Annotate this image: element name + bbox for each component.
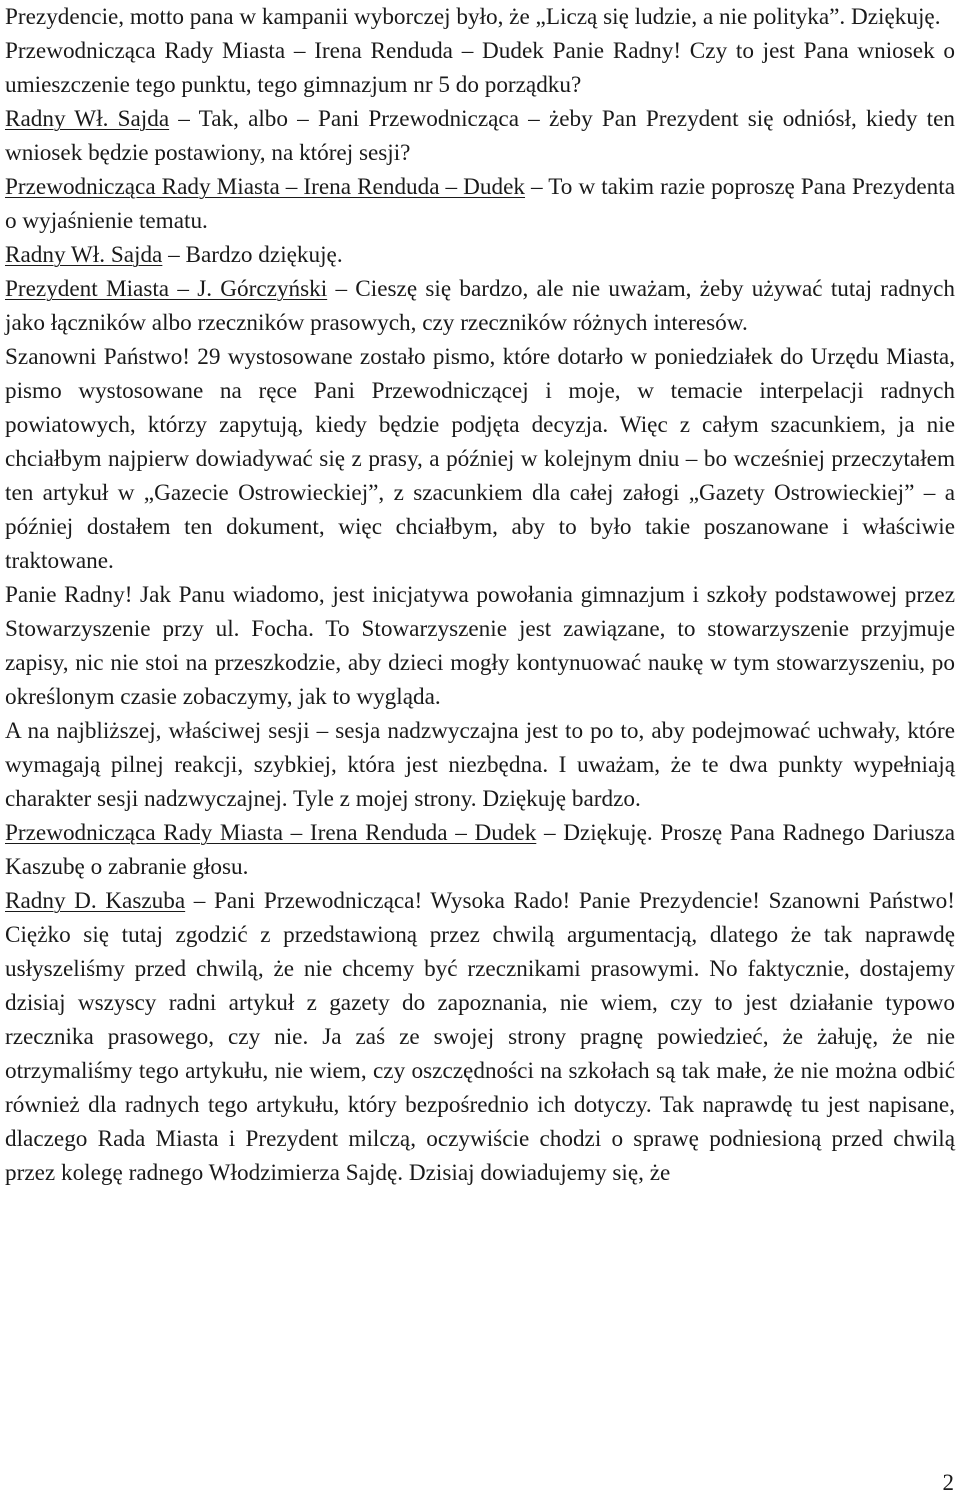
paragraph-text: Prezydencie, motto pana w kampanii wyborczej było, że „Liczą się ludzie, a nie polityka”. Dziękuję. — [5, 4, 941, 30]
speaker-name: Przewodnicząca Rady Miasta – Irena Renduda – Dudek — [5, 174, 526, 200]
paragraph-text: – Bardzo dziękuję. — [162, 242, 343, 268]
paragraph-5 — [5, 238, 955, 272]
paragraph-11 — [5, 884, 955, 1190]
paragraph-text: Przewodnicząca Rady Miasta – Irena Renduda – Dudek Panie Radny! Czy to jest Pana wniosek o umieszczenie tego punktu, tego gimnazjum nr 5 do porządku? — [5, 38, 955, 98]
speaker-name: Radny Wł. Sajda — [5, 106, 170, 132]
paragraph-text: – Cieszę się bardzo, ale nie uważam, żeby używać tutaj radnych jako łączników albo rzeczników prasowych, czy rzeczników różnych interesów. — [5, 276, 955, 336]
speaker-name: Radny Wł. Sajda — [5, 242, 163, 268]
page-number: 2 — [942, 1470, 954, 1495]
paragraph-10 — [5, 816, 955, 884]
paragraph-9 — [5, 714, 955, 816]
paragraph-8 — [5, 578, 955, 714]
paragraph-text: – Pani Przewodnicząca! Wysoka Rado! Panie Prezydencie! Szanowni Państwo! Ciężko się tutaj zgodzić z przedstawioną przez chwilą argumentacją, dlatego że tak naprawdę usłyszeliśmy przed chwilą, że nie chcemy być rzecznikami prasowymi. No faktycznie, dostajemy dzisiaj wszyscy radni artykuł z gazety do zapoznania, nie wiem, czy to jest działanie typowo rzecznika prasowego, czy nie. Ja zaś ze swojej strony pragnę powiedzieć, że żałuję, że nie otrzymaliśmy tego artykułu, nie wiem, czy oszczędności na szkołach są tak małe, że nie można odbić również dla radnych tego artykułu, który bezpośrednio ich dotyczy. Tak naprawdę tu jest napisane, dlaczego Rada Miasta i Prezydent milczą, oczywiście chodzi o sprawę podniesioną przed chwilą przez kolegę radnego Włodzimierza Sajdę. Dzisiaj dowiadujemy się, że — [5, 888, 955, 1186]
document-page — [5, 0, 955, 1190]
paragraph-text: – Dziękuję. Proszę Pana Radnego Dariusza Kaszubę o zabranie głosu. — [5, 820, 955, 880]
speaker-name: Radny D. Kaszuba — [5, 888, 186, 914]
paragraph-text: – Tak, albo – Pani Przewodnicząca – żeby Pan Prezydent się odniósł, kiedy ten wniosek będzie postawiony, na której sesji? — [5, 106, 955, 166]
speaker-name: Przewodnicząca Rady Miasta – Irena Renduda – Dudek — [5, 820, 537, 846]
speaker-name: Prezydent Miasta – J. Górczyński — [5, 276, 328, 302]
paragraph-6 — [5, 272, 955, 340]
paragraph-text: Szanowni Państwo! 29 wystosowane zostało pismo, które dotarło w poniedziałek do Urzędu Miasta, pismo wystosowane na ręce Pani Przewodniczącej i moje, w temacie interpelacji radnych powiatowych, którzy zapytują, kiedy będzie podjęta decyzja. Więc z całym szacunkiem, ja nie chciałbym najpierw dowiadywać się z prasy, a później w kolejnym dniu – bo wcześniej przeczytałem ten artykuł w „Gazecie Ostrowieckiej”, z szacunkiem dla całej załogi „Gazety Ostrowieckiej” – a później dostałem ten dokument, więc chciałbym, aby to było takie poszanowane i właściwie traktowane. — [5, 344, 955, 574]
paragraph-2 — [5, 34, 955, 102]
paragraph-7 — [5, 340, 955, 578]
paragraph-3 — [5, 102, 955, 170]
paragraph-text: A na najbliższej, właściwej sesji – sesja nadzwyczajna jest to po to, aby podejmować uchwały, które wymagają pilnej reakcji, szybkiej, która jest niezbędna. I uważam, że te dwa punkty wypełniają charakter sesji nadzwyczajnej. Tyle z mojej strony. Dziękuję bardzo. — [5, 718, 955, 812]
paragraph-1 — [5, 0, 955, 34]
paragraph-4 — [5, 170, 955, 238]
paragraph-text: – To w takim razie poproszę Pana Prezydenta o wyjaśnienie tematu. — [5, 174, 956, 234]
paragraph-text: Panie Radny! Jak Panu wiadomo, jest inicjatywa powołania gimnazjum i szkoły podstawowej przez Stowarzyszenie przy ul. Focha. To Stowarzyszenie jest zawiązane, to stowarzyszenie przyjmuje zapisy, nic nie stoi na przeszkodzie, aby dzieci mogły kontynuować naukę w tym stowarzyszeniu, po określonym czasie zobaczymy, jak to wygląda. — [5, 582, 955, 710]
